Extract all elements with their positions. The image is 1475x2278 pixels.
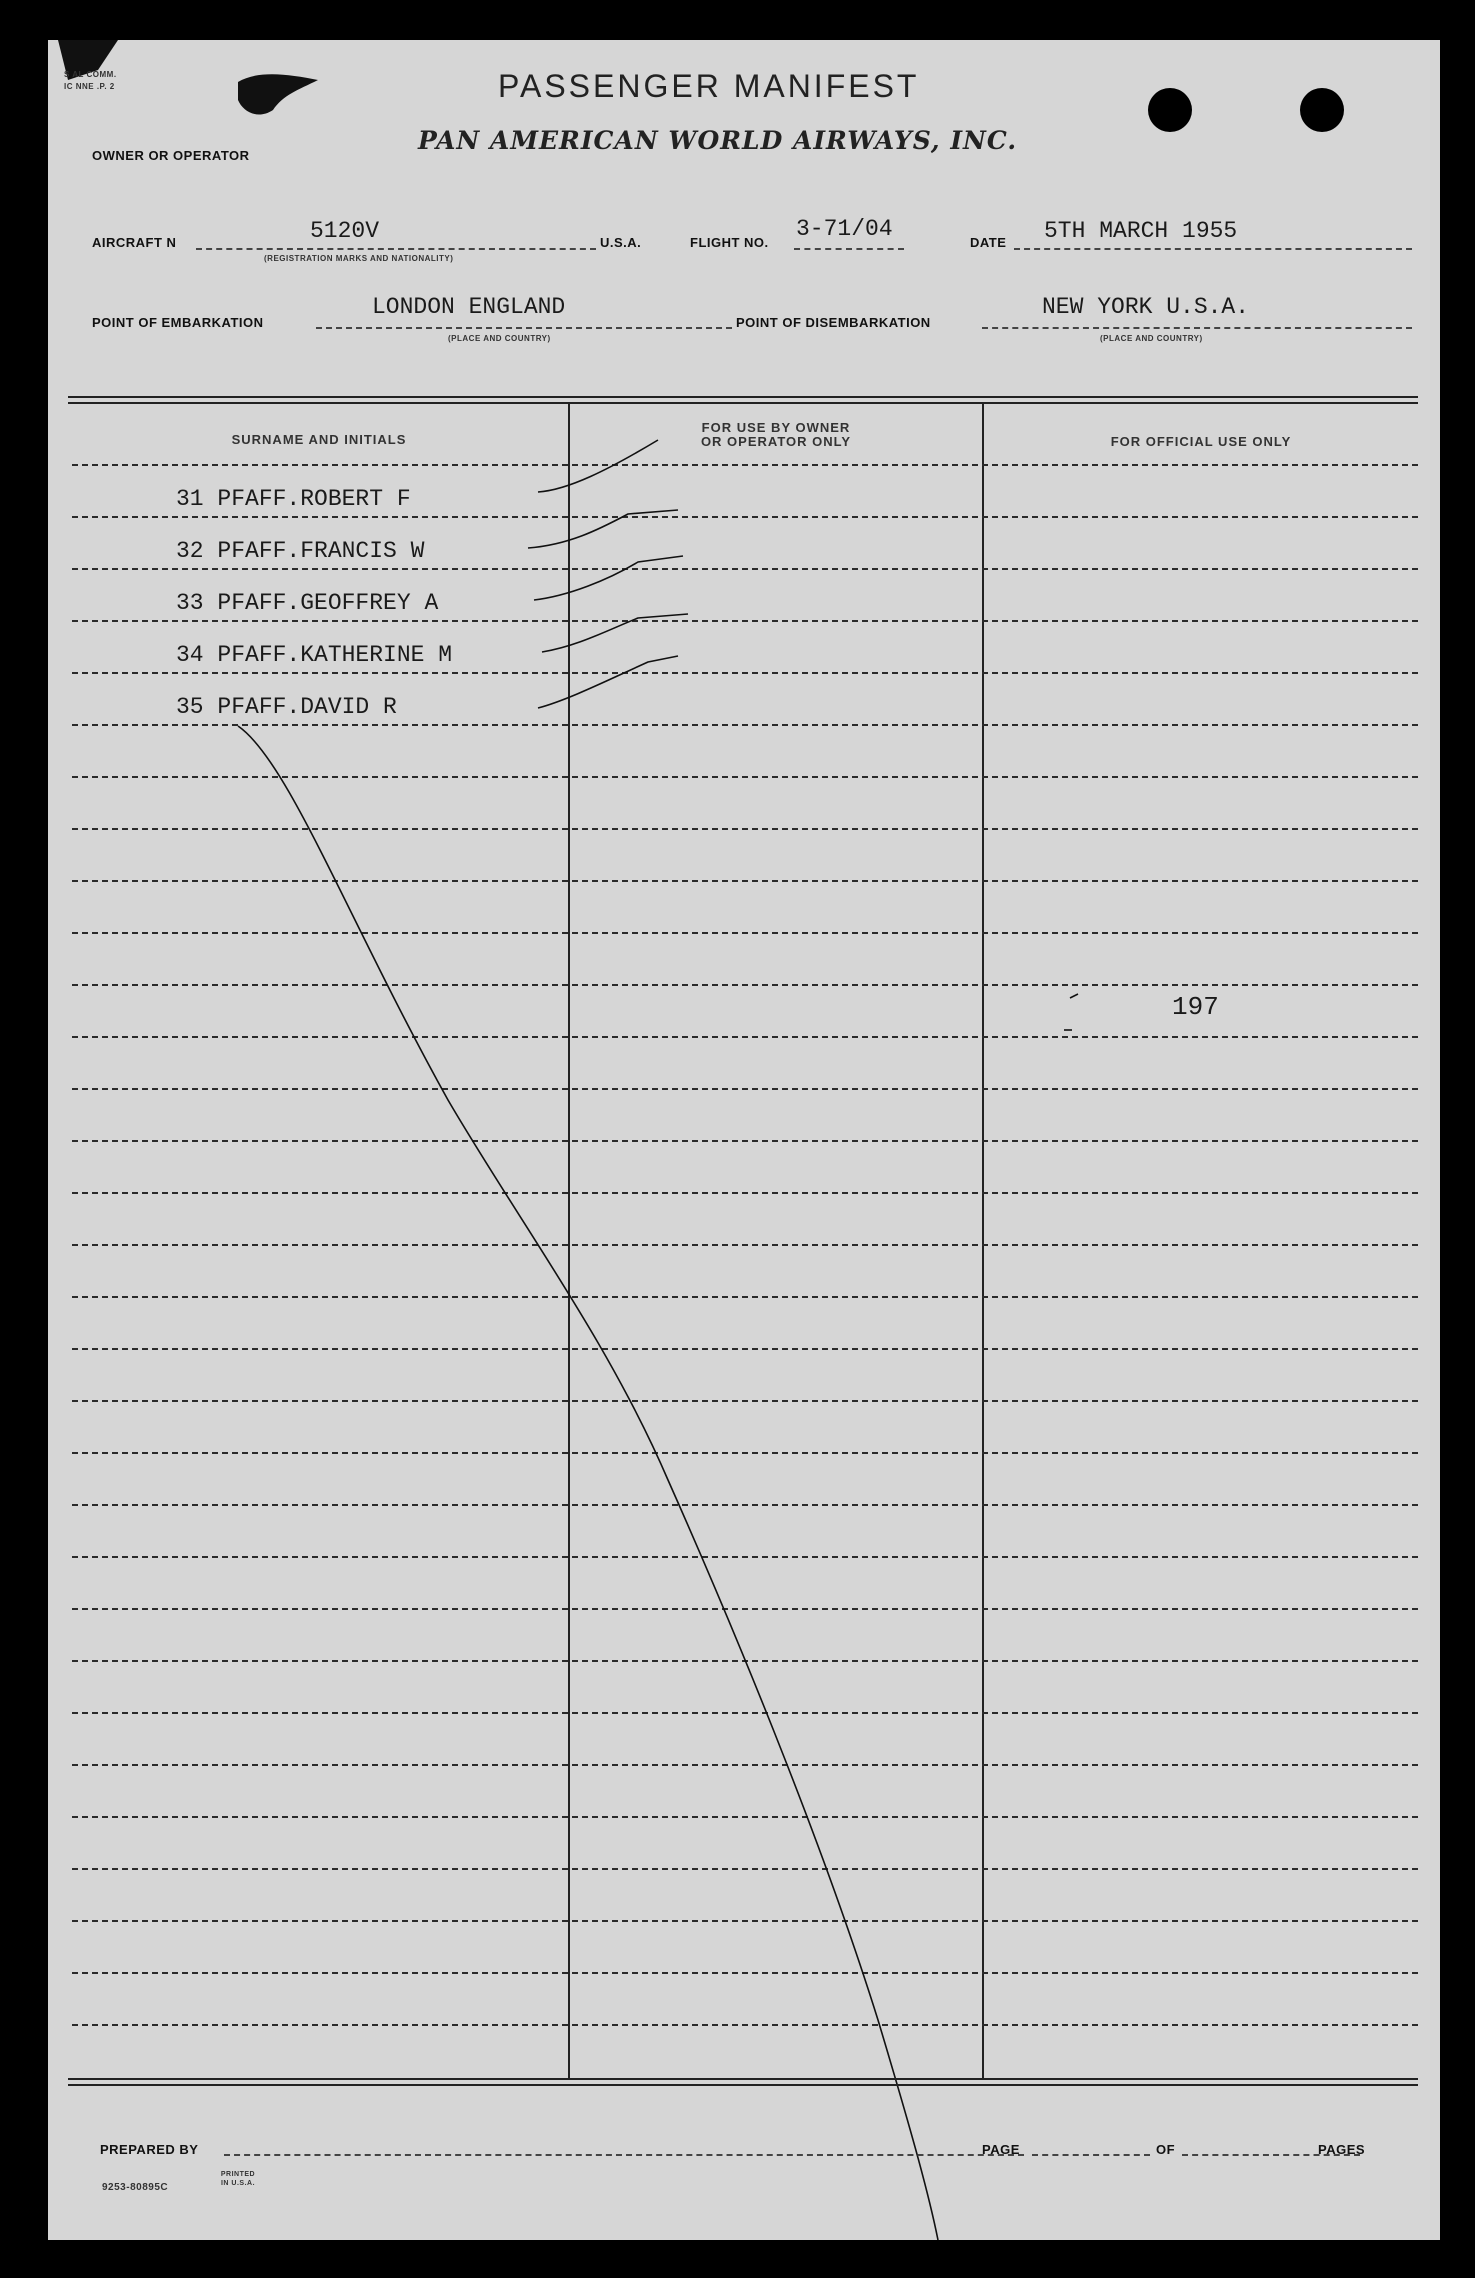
col-surname-header: SURNAME AND INITIALS: [231, 432, 407, 447]
flight-value: 3-71/04: [796, 216, 893, 242]
aircraft-value: 5120V: [310, 218, 380, 244]
corner-note: S AL COMM.: [64, 70, 117, 79]
manifest-sheet: [48, 40, 1440, 2240]
registration-caption: (REGISTRATION MARKS AND NATIONALITY): [264, 254, 454, 263]
col-owner-header: FOR USE BY OWNER: [701, 420, 851, 435]
place-caption: (PLACE AND COUNTRY): [448, 334, 551, 343]
embarkation-label: POINT OF EMBARKATION: [92, 315, 264, 330]
passenger-row: 32 PFAFF.FRANCIS W: [176, 538, 425, 564]
pages-label: PAGES: [1318, 2142, 1366, 2157]
of-label: OF: [1156, 2142, 1176, 2157]
owner-label: OWNER OR OPERATOR: [92, 148, 250, 163]
passenger-row: 31 PFAFF.ROBERT F: [176, 486, 411, 512]
prepared-label: PREPARED BY: [100, 2142, 199, 2157]
ink-strokes: [48, 40, 1440, 2240]
page-title: PASSENGER MANIFEST: [498, 68, 920, 104]
aircraft-label: AIRCRAFT N: [92, 235, 177, 250]
col-official-header: FOR OFFICIAL USE ONLY: [1110, 434, 1292, 449]
official-mark: 197: [1172, 992, 1219, 1022]
table-bottom-rule: [68, 2084, 1418, 2086]
passenger-row: 34 PFAFF.KATHERINE M: [176, 642, 453, 668]
col-owner-header: OR OPERATOR ONLY: [700, 434, 852, 449]
passenger-row: 35 PFAFF.DAVID R: [176, 694, 397, 720]
disembarkation-value: NEW YORK U.S.A.: [1042, 294, 1250, 320]
usa-label: U.S.A.: [600, 235, 642, 250]
place-caption: (PLACE AND COUNTRY): [1100, 334, 1203, 343]
date-label: DATE: [970, 235, 1007, 250]
printed-stamp: PRINTED IN U.S.A.: [220, 2171, 256, 2187]
passenger-row: 33 PFAFF.GEOFFREY A: [176, 590, 439, 616]
corner-note: IC NNE .P. 2: [64, 82, 115, 91]
table-bottom-rule: [68, 2078, 1418, 2080]
carrier-name: PAN AMERICAN WORLD AIRWAYS, INC.: [418, 126, 1018, 155]
page-label: PAGE: [982, 2142, 1020, 2157]
date-value: 5TH MARCH 1955: [1044, 218, 1238, 244]
embarkation-value: LONDON ENGLAND: [372, 294, 566, 320]
disembarkation-label: POINT OF DISEMBARKATION: [736, 315, 931, 330]
flight-label: FLIGHT NO.: [690, 235, 769, 250]
form-number: 9253-80895C: [102, 2182, 169, 2193]
